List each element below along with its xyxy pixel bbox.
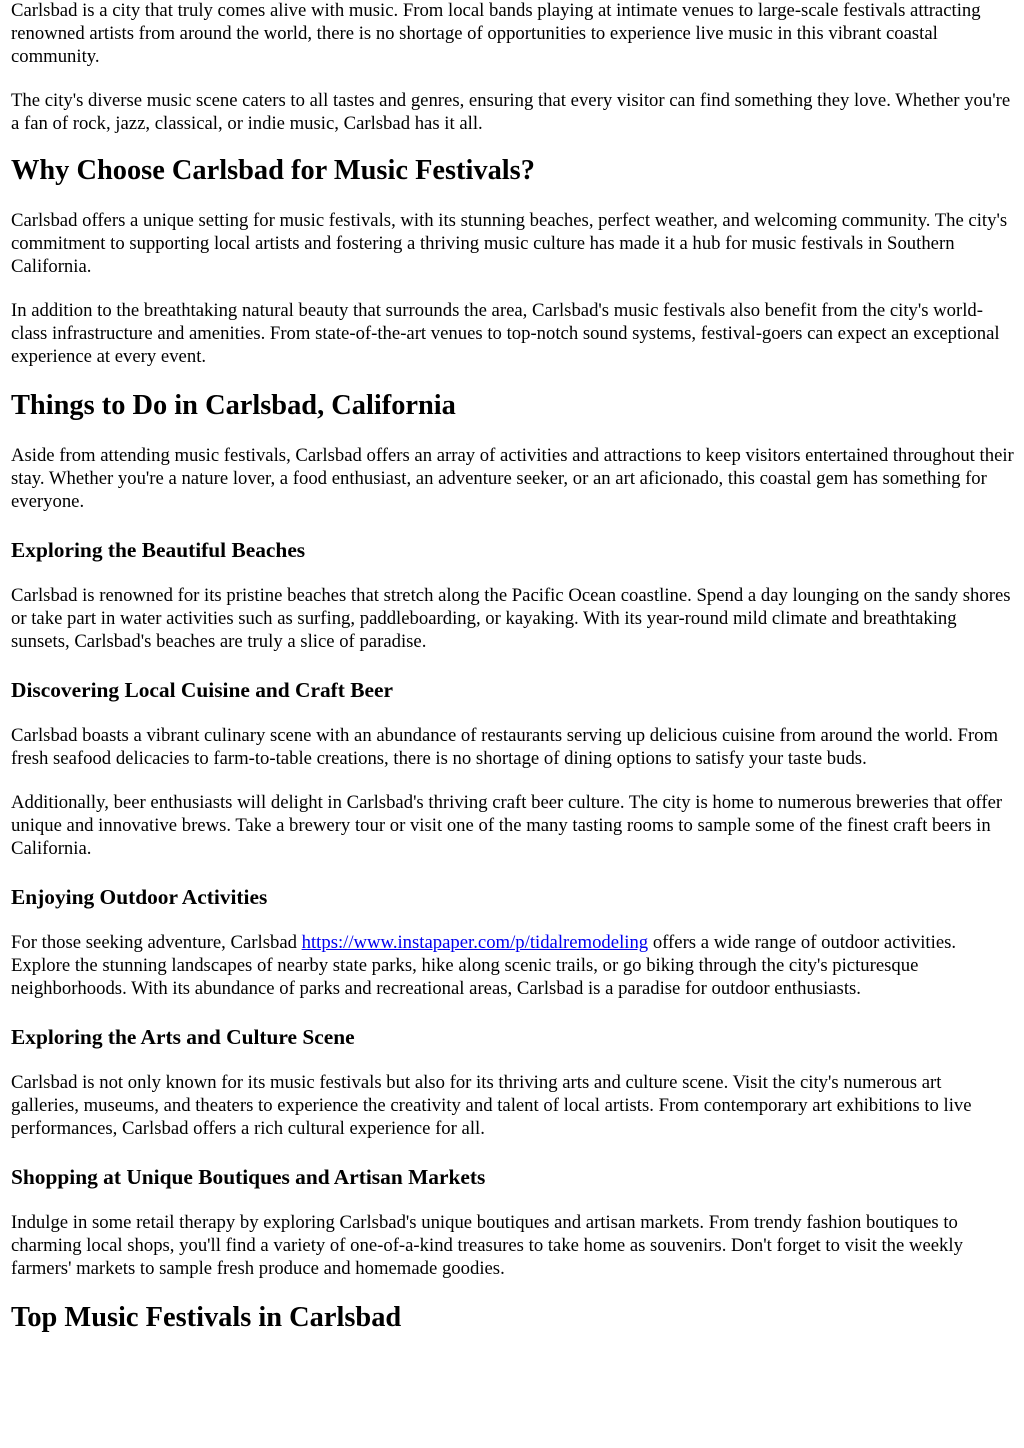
intro-paragraph-1: Carlsbad is a city that truly comes alive with music. From local bands playing at intimate venues to large-scale festivals attracting renowned artists from around the world, there is no shortage of opportunities to experience live music in this vibrant coastal community. (11, 0, 981, 67)
beaches-heading: Exploring the Beautiful Beaches (11, 538, 306, 562)
shopping-paragraph: Indulge in some retail therapy by exploring Carlsbad's unique boutiques and artisan markets. From trendy fashion boutiques to charming local shops, you'll find a variety of one-of-a-kind treasures to take home as souvenirs. Don't forget to visit the weekly farmers' markets to sample fresh produce and homemade goodies. (11, 1212, 963, 1279)
shopping-heading: Shopping at Unique Boutiques and Artisan Markets (11, 1165, 486, 1189)
cuisine-paragraph-1: Carlsbad boasts a vibrant culinary scene with an abundance of restaurants serving up delicious cuisine from around the world. From fresh seafood delicacies to farm-to-table creations, there is no shortage of dining options to satisfy your taste buds. (11, 725, 999, 769)
why-carlsbad-heading: Why Choose Carlsbad for Music Festivals? (11, 155, 535, 186)
why-paragraph-1: Carlsbad offers a unique setting for music festivals, with its stunning beaches, perfect weather, and welcoming community. The city's commitment to supporting local artists and fostering a thriving music culture has made it a hub for music festivals in Southern California. (11, 210, 1008, 277)
why-paragraph-2: In addition to the breathtaking natural beauty that surrounds the area, Carlsbad's music festivals also benefit from the city's world-class infrastructure and amenities. From state-of-the-art venues to top-notch sound systems, festival-goers can expect an exceptional experience at every event. (11, 300, 1000, 367)
outdoor-text-after-link: offers a wide range of outdoor activities. Explore the stunning landscapes of nearby state parks, hike along scenic trails, or go biking through the city's picturesque neighborhoods. With its abundance of parks and recreational areas, Carlsbad is a paradise for outdoor enthusiasts. (11, 932, 957, 999)
outdoor-text-before-link: For those seeking adventure, Carlsbad (11, 932, 302, 953)
instapaper-link[interactable]: https://www.instapaper.com/p/tidalremodeling (301, 932, 649, 953)
outdoor-heading: Enjoying Outdoor Activities (11, 885, 268, 909)
outdoor-paragraph (11, 931, 1014, 1000)
top-festivals-heading: Top Music Festivals in Carlsbad (11, 1302, 402, 1333)
intro-paragraph-2: The city's diverse music scene caters to all tastes and genres, ensuring that every visitor can find something they love. Whether you're a fan of rock, jazz, classical, or indie music, Carlsbad has it all. (11, 90, 1011, 134)
cuisine-paragraph-2: Additionally, beer enthusiasts will delight in Carlsbad's thriving craft beer culture. The city is home to numerous breweries that offer unique and innovative brews. Take a brewery tour or visit one of the many tasting rooms to sample some of the finest craft beers in California. (11, 792, 1003, 859)
arts-heading: Exploring the Arts and Culture Scene (11, 1025, 355, 1049)
cuisine-heading: Discovering Local Cuisine and Craft Beer (11, 678, 394, 702)
arts-paragraph: Carlsbad is not only known for its music festivals but also for its thriving arts and culture scene. Visit the city's numerous art galleries, museums, and theaters to experience the creativity and talent of local artists. From contemporary art exhibitions to live performances, Carlsbad offers a rich cultural experience for all. (11, 1072, 972, 1139)
things-paragraph: Aside from attending music festivals, Carlsbad offers an array of activities and attractions to keep visitors entertained throughout their stay. Whether you're a nature lover, a food enthusiast, an adventure seeker, or an art aficionado, this coastal gem has something for everyone. (11, 445, 1014, 512)
beaches-paragraph: Carlsbad is renowned for its pristine beaches that stretch along the Pacific Ocean coastline. Spend a day lounging on the sandy shores or take part in water activities such as surfing, paddleboarding, or kayaking. With its year-round mild climate and breathtaking sunsets, Carlsbad's beaches are truly a slice of paradise. (11, 585, 1011, 652)
things-to-do-heading: Things to Do in Carlsbad, California (11, 390, 456, 421)
